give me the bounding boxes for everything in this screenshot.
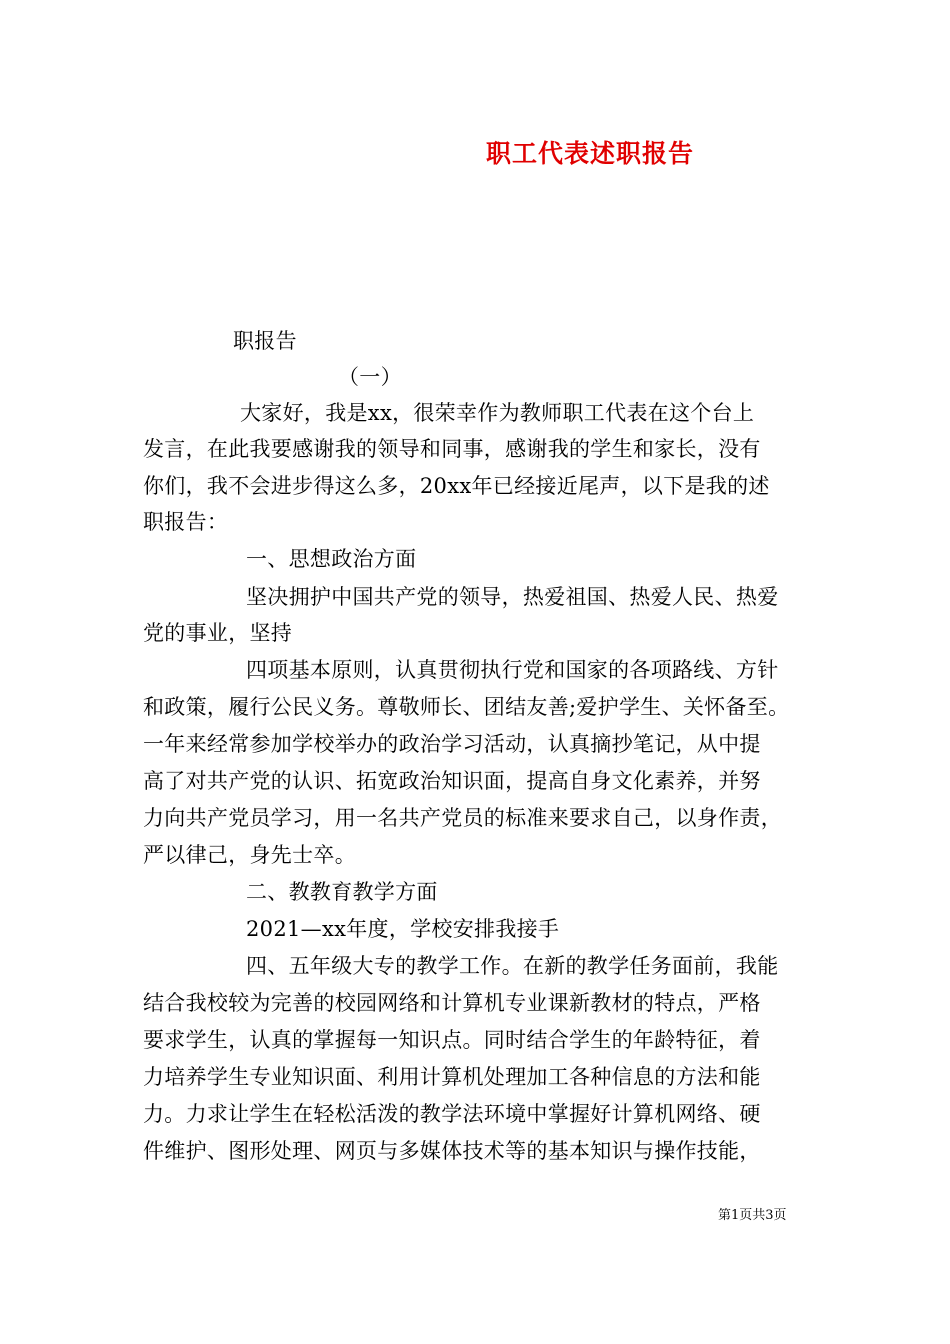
text-line-4: 发言，在此我要感谢我的领导和同事，感谢我的学生和家长，没有 [143, 437, 761, 461]
text-line-8: 坚决拥护中国共产党的领导，热爱祖国、热爱人民、热爱 [246, 585, 779, 609]
text-line-21: 力培养学生专业知识面、利用计算机处理加工各种信息的方法和能 [143, 1065, 761, 1089]
text-line-10: 四项基本原则，认真贯彻执行党和国家的各项路线、方针 [246, 658, 779, 682]
page-number-footer: 第1页共3页 [718, 1208, 787, 1223]
text-line-18: 四、五年级大专的教学工作。在新的教学任务面前，我能 [246, 954, 779, 978]
text-line-6: 职报告： [143, 510, 229, 534]
text-line-3: 大家好，我是xx，很荣幸作为教师职工代表在这个台上 [240, 401, 755, 425]
text-line-5: 你们，我不会进步得这么多，20xx年已经接近尾声，以下是我的述 [143, 474, 770, 498]
text-line-2: （一） [338, 365, 402, 389]
text-line-16: 二、教教育教学方面 [246, 880, 438, 904]
text-line-22: 力。力求让学生在轻松活泼的教学法环境中掌握好计算机网络、硬 [143, 1102, 761, 1126]
document-title: 职工代表述职报告 [485, 139, 694, 168]
text-line-19: 结合我校较为完善的校园网络和计算机专业课新教材的特点，严格 [143, 991, 761, 1015]
text-line-17: 2021—xx年度，学校安排我接手 [246, 917, 560, 941]
text-line-1: 职报告 [233, 329, 297, 353]
text-line-23: 件维护、图形处理、网页与多媒体技术等的基本知识与操作技能， [143, 1139, 761, 1163]
text-line-20: 要求学生，认真的掌握每一知识点。同时结合学生的年龄特征，着 [143, 1028, 761, 1052]
text-line-15: 严以律己，身先士卒。 [143, 843, 356, 867]
text-line-9: 党的事业，坚持 [143, 621, 293, 645]
text-line-7: 一、思想政治方面 [246, 547, 417, 571]
text-line-12: 一年来经常参加学校举办的政治学习活动，认真摘抄笔记，从中提 [143, 732, 761, 756]
text-line-14: 力向共产党员学习，用一名共产党员的标准来要求自己，以身作责， [143, 806, 782, 830]
text-line-13: 高了对共产党的认识、拓宽政治知识面，提高自身文化素养，并努 [143, 769, 761, 793]
text-line-11: 和政策，履行公民义务。尊敬师长、团结友善;爱护学生、关怀备至。 [143, 695, 790, 719]
